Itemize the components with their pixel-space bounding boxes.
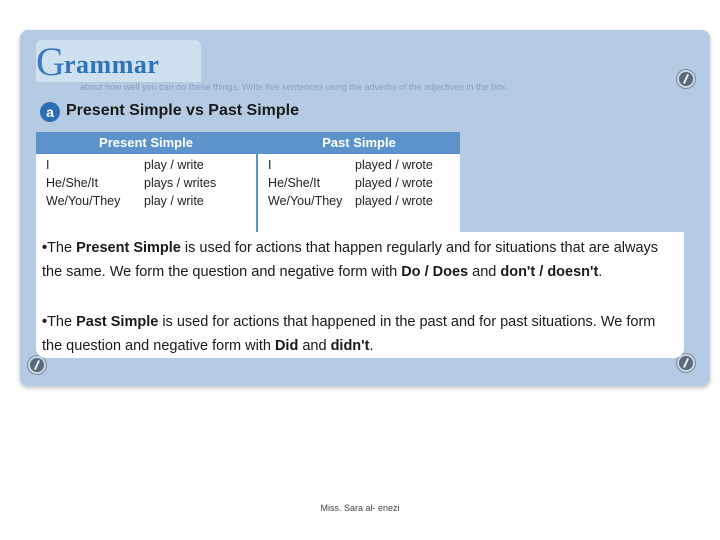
verb-cell: played / wrote [355, 194, 433, 208]
past-simple-table [258, 132, 460, 232]
faded-background-text: about how well you can do these things. Write five sentences using the adverbs of the adjectives in the box. [80, 82, 509, 92]
table-row [258, 158, 460, 176]
grammar-notes [36, 232, 684, 358]
table-row [36, 194, 256, 212]
table-header: Past Simple [258, 132, 460, 154]
pin-icon [677, 354, 695, 372]
footer-credit: Miss. Sara al- enezi [320, 503, 400, 513]
note-past-simple: •The Past Simple is used for actions that happened in the past and for past situations. We form the question and negative form with Did and didn't. [42, 314, 656, 354]
verb-cell: played / wrote [355, 158, 433, 172]
pin-icon [28, 356, 46, 374]
verb-tables [36, 132, 460, 232]
verb-cell: plays / writes [144, 176, 217, 190]
subject-cell: We/You/They [46, 194, 121, 208]
subject-cell: I [268, 158, 272, 172]
subject-cell: We/You/They [268, 194, 343, 208]
present-simple-table [36, 132, 258, 232]
table-header: Present Simple [36, 132, 256, 154]
grammar-card [20, 30, 710, 386]
card-title [36, 40, 216, 82]
note-present-simple: •The Present Simple is used for actions that happen regularly and for situations that are always the same. We form the question and negative form with Do / Does and don't / doesn't. [42, 240, 659, 280]
title-initial: G [36, 39, 65, 84]
section-badge: a [40, 102, 60, 122]
pin-icon [677, 70, 695, 88]
title-rest: rammar [64, 50, 160, 79]
table-row [258, 176, 460, 194]
section-title: Present Simple vs Past Simple [66, 102, 299, 119]
table-row [36, 158, 256, 176]
table-row [36, 176, 256, 194]
verb-cell: play / write [144, 158, 204, 172]
subject-cell: He/She/It [268, 176, 321, 190]
verb-cell: played / wrote [355, 176, 433, 190]
subject-cell: He/She/It [46, 176, 99, 190]
subject-cell: I [46, 158, 50, 172]
verb-cell: play / write [144, 194, 204, 208]
table-row [258, 194, 460, 212]
